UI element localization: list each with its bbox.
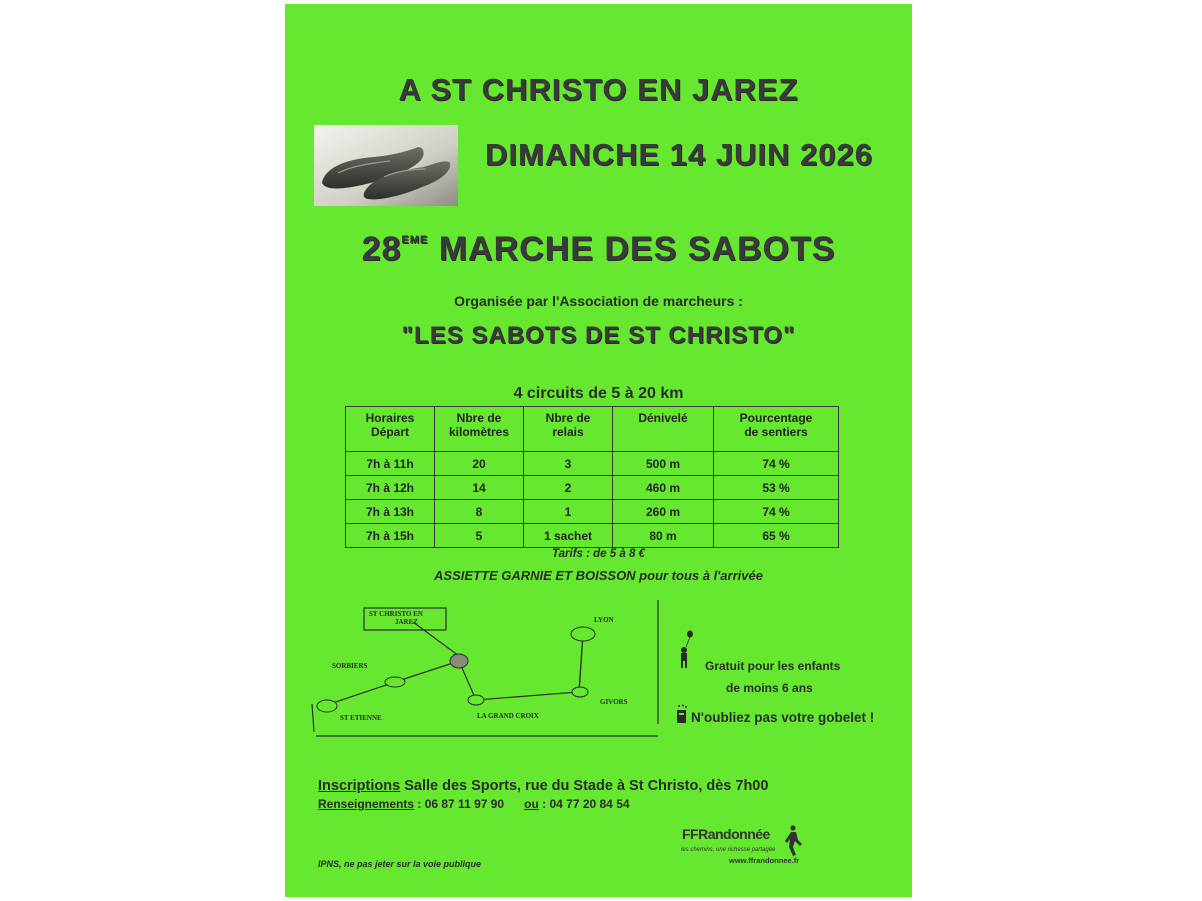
table-row [346,524,839,548]
map-node-lyon [571,627,595,641]
table-cell: 74 % [714,500,839,524]
table-cell: 65 % [714,524,839,548]
event-title [285,230,912,269]
assiette-text: ASSIETTE GARNIE ET BOISSON pour tous à l'arrivée [434,568,763,583]
header-horaires: Horaires Départ [346,407,435,452]
table-cell: 7h à 11h [346,452,435,476]
ffr-tagline: les chemins, une richesse partagée [681,847,776,853]
table-header-row [346,407,839,452]
table-cell: 80 m [613,524,714,548]
table-cell: 2 [524,476,613,500]
circuits-heading: 4 circuits de 5 à 20 km [513,385,684,402]
table-cell: 1 sachet [524,524,613,548]
table-cell: 14 [435,476,524,500]
map-node-givors [572,687,588,697]
map-label-st-etienne: ST ETIENNE [340,714,382,722]
ffr-url: www.ffrandonnee.fr [729,856,800,865]
tarifs-text: Tarifs : de 5 à 8 € [552,548,645,560]
table-cell: 20 [435,452,524,476]
event-date: DIMANCHE 14 JUIN 2026 [485,137,873,172]
header-relais: Nbre de relais [524,407,613,452]
header-denivele: Dénivelé [613,407,714,452]
edition-suffix: EME [401,234,429,246]
ffr-name: FFRandonnée [682,826,770,842]
table-cell: 74 % [714,452,839,476]
header-pourcentage: Pourcentage de sentiers [714,407,839,452]
kids-free-line2: de moins 6 ans [726,681,813,695]
table-cell: 500 m [613,452,714,476]
edition-number: 28 [361,230,402,268]
table-cell: 8 [435,500,524,524]
map-node-la-grand-croix [468,695,484,705]
kids-free-line1: Gratuit pour les enfants [705,659,841,673]
table-row [346,500,839,524]
event-poster [285,4,912,897]
circuits-table [345,406,839,548]
table-cell: 460 m [613,476,714,500]
map-label-sorbiers: SORBIERS [332,662,368,670]
map-node-sorbiers [385,677,405,687]
route-map [310,598,662,738]
map-label-st-christo-2: JAREZ [395,618,418,626]
table-row [346,476,839,500]
header-kilometres: Nbre de kilomètres [435,407,524,452]
map-node-st-christo [450,654,468,668]
map-label-givors: GIVORS [600,698,628,706]
map-label-st-christo-1: ST CHRISTO EN [369,610,423,618]
phone-1: : 06 87 11 97 90 [414,797,505,811]
gobelet-reminder: N'oubliez pas votre gobelet ! [691,710,875,725]
map-node-st-etienne [317,700,337,712]
table-cell: 7h à 13h [346,500,435,524]
child-balloon-icon [679,630,695,670]
map-label-lyon: LYON [594,616,614,624]
cup-icon [675,704,689,724]
table-cell: 7h à 15h [346,524,435,548]
table-row [346,452,839,476]
wooden-clogs-image [314,125,458,206]
inscriptions-line [318,778,768,794]
map-label-la-grand-croix: LA GRAND CROIX [477,712,539,720]
phone-2: : 04 77 20 84 54 [538,797,630,811]
inscriptions-text: Salle des Sports, rue du Stade à St Christo, dès 7h00 [400,778,769,794]
town-title: A ST CHRISTO EN JAREZ [398,72,799,107]
ipns-notice: IPNS, ne pas jeter sur la voie publique [318,859,482,869]
association-name: "LES SABOTS DE ST CHRISTO" [401,322,796,349]
table-cell: 5 [435,524,524,548]
or-label: ou [524,797,539,811]
inscriptions-label: Inscriptions [318,778,401,794]
table-cell: 53 % [714,476,839,500]
renseignements-label: Renseignements [318,797,415,811]
table-cell: 260 m [613,500,714,524]
event-name: MARCHE DES SABOTS [438,230,836,268]
table-cell: 3 [524,452,613,476]
table-cell: 7h à 12h [346,476,435,500]
table-cell: 1 [524,500,613,524]
renseignements-line [318,797,630,811]
organiser-line: Organisée par l'Association de marcheurs : [454,293,743,309]
